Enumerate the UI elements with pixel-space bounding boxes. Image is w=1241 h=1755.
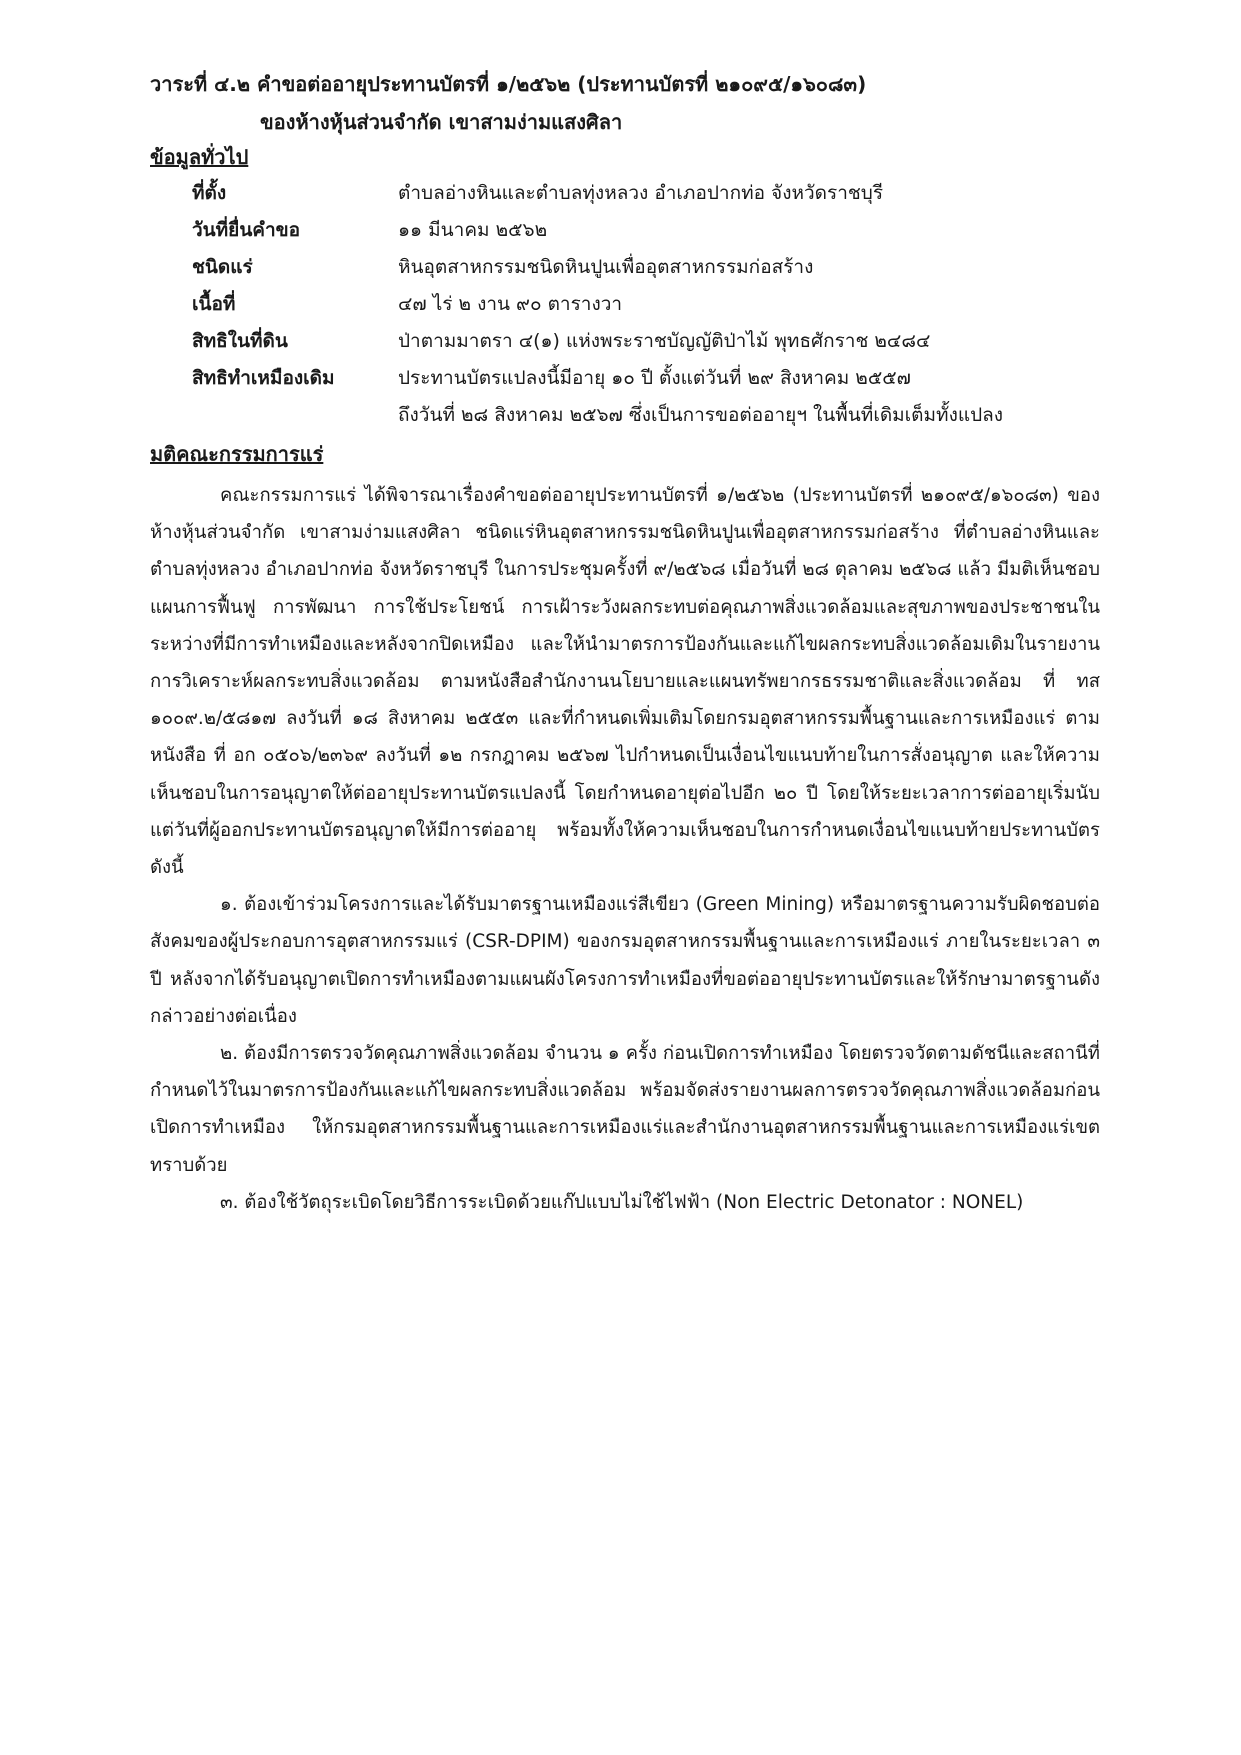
info-value: หินอุตสาหกรรมชนิดหินปูนเพื่ออุตสาหกรรมก่อสร้าง xyxy=(398,256,814,278)
general-info-table xyxy=(192,175,1092,434)
general-info-heading: ข้อมูลทั่วไป xyxy=(150,145,249,169)
info-row-mineral-type xyxy=(192,249,1092,286)
info-value-line2: ถึงวันที่ ๒๘ สิงหาคม ๒๕๖๗ ซึ่งเป็นการขอต่ออายุฯ ในพื้นที่เดิมเต็มทั้งแปลง xyxy=(398,404,1004,426)
info-label: วันที่ยื่นคำขอ xyxy=(192,219,301,241)
info-row-filing-date xyxy=(192,212,1092,249)
info-row-mining-rights xyxy=(192,360,1092,434)
info-row-area xyxy=(192,286,1092,323)
info-value: ป่าตามมาตรา ๔(๑) แห่งพระราชบัญญัติป่าไม้ พุทธศักราช ๒๔๘๔ xyxy=(398,330,931,352)
resolution-body xyxy=(150,477,1100,1221)
info-label: ชนิดแร่ xyxy=(192,256,253,278)
info-row-land-rights xyxy=(192,323,1092,360)
condition-item-2: ๒. ต้องมีการตรวจวัดคุณภาพสิ่งแวดล้อม จำนวน ๑ ครั้ง ก่อนเปิดการทำเหมือง โดยตรวจวัดตามดัชนีและสถานีที่กำหนดไว้ในมาตรการป้องกันและแก้ไขผลกระทบสิ่งแวดล้อม พร้อมจัดส่งรายงานผลการตรวจวัดคุณภาพสิ่งแวดล้อมก่อนเปิดการทำเหมือง ให้กรมอุตสาหกรรมพื้นฐานและการเหมืองแร่และสำนักงานอุตสาหกรรมพื้นฐานและการเหมืองแร่เขตทราบด้วย xyxy=(150,1043,1100,1176)
condition-item-1: ๑. ต้องเข้าร่วมโครงการและได้รับมาตรฐานเหมืองแร่สีเขียว (Green Mining) หรือมาตรฐานความรับผิดชอบต่อสังคมของผู้ประกอบการอุตสาหกรรมแร่ (CSR-DPIM) ของกรมอุตสาหกรรมพื้นฐานและการเหมืองแร่ ภายในระยะเวลา ๓ ปี หลังจากได้รับอนุญาตเปิดการทำเหมืองตามแผนผังโครงการทำเหมืองที่ขอต่ออายุประทานบัตรและให้รักษามาตรฐานดังกล่าวอย่างต่อเนื่อง xyxy=(150,894,1100,1027)
agenda-title xyxy=(150,65,1110,141)
info-value: ตำบลอ่างหินและตำบลทุ่งหลวง อำเภอปากท่อ จังหวัดราชบุรี xyxy=(398,182,884,204)
info-row-location xyxy=(192,175,1092,212)
resolution-heading: มติคณะกรรมการแร่ xyxy=(150,442,324,466)
info-label: ที่ตั้ง xyxy=(192,182,227,204)
resolution-paragraph: คณะกรรมการแร่ ได้พิจารณาเรื่องคำขอต่ออายุประทานบัตรที่ ๑/๒๕๖๒ (ประทานบัตรที่ ๒๑๐๙๕/๑๖๐๘๓) ของห้างหุ้นส่วนจำกัด เขาสามง่ามแสงศิลา ชนิดแร่หินอุตสาหกรรมชนิดหินปูนเพื่ออุตสาหกรรมก่อสร้าง ที่ตำบลอ่างหินและตำบลทุ่งหลวง อำเภอปากท่อ จังหวัดราชบุรี ในการประชุมครั้งที่ ๙/๒๕๖๘ เมื่อวันที่ ๒๘ ตุลาคม ๒๕๖๘ แล้ว มีมติเห็นชอบแผนการฟื้นฟู การพัฒนา การใช้ประโยชน์ การเฝ้าระวังผลกระทบต่อคุณภาพสิ่งแวดล้อมและสุขภาพของประชาชนในระหว่างที่มีการทำเหมืองและหลังจากปิดเหมือง และให้นำมาตรการป้องกันและแก้ไขผลกระทบสิ่งแวดล้อมเดิมในรายงานการวิเคราะห์ผลกระทบสิ่งแวดล้อม ตามหนังสือสำนักงานนโยบายและแผนทรัพยากรธรรมชาติและสิ่งแวดล้อม ที่ ทส ๑๐๐๙.๒/๕๘๑๗ ลงวันที่ ๑๘ สิงหาคม ๒๕๕๓ และที่กำหนดเพิ่มเติมโดยกรมอุตสาหกรรมพื้นฐานและการเหมืองแร่ ตามหนังสือ ที่ อก ๐๕๐๖/๒๓๖๙ ลงวันที่ ๑๒ กรกฎาคม ๒๕๖๗ ไปกำหนดเป็นเงื่อนไขแนบท้ายในการสั่งอนุญาต และให้ความเห็นชอบในการอนุญาตให้ต่ออายุประทานบัตรแปลงนี้ โดยกำหนดอายุต่อไปอีก ๒๐ ปี โดยให้ระยะเวลาการต่ออายุเริ่มนับแต่วันที่ผู้ออกประทานบัตรอนุญาตให้มีการต่ออายุ พร้อมทั้งให้ความเห็นชอบในการกำหนดเงื่อนไขแนบท้ายประทานบัตร ดังนี้ xyxy=(150,485,1100,879)
info-value-line1: ประทานบัตรแปลงนี้มีอายุ ๑๐ ปี ตั้งแต่วันที่ ๒๙ สิงหาคม ๒๕๕๗ xyxy=(398,367,911,389)
info-value: ๔๗ ไร่ ๒ งาน ๙๐ ตารางวา xyxy=(398,293,623,315)
info-value: ๑๑ มีนาคม ๒๕๖๒ xyxy=(398,219,548,241)
condition-item-3: ๓. ต้องใช้วัตถุระเบิดโดยวิธีการระเบิดด้วยแก๊ปแบบไม่ใช้ไฟฟ้า (Non Electric Detonator : NONEL) xyxy=(220,1191,1024,1213)
agenda-title-line1: วาระที่ ๔.๒ คำขอต่ออายุประทานบัตรที่ ๑/๒๕๖๒ (ประทานบัตรที่ ๒๑๐๙๕/๑๖๐๘๓) xyxy=(150,72,867,96)
info-label: สิทธิทำเหมืองเดิม xyxy=(192,367,335,389)
info-value xyxy=(398,360,1092,434)
info-label: สิทธิในที่ดิน xyxy=(192,330,288,352)
agenda-title-line2: ของห้างหุ้นส่วนจำกัด เขาสามง่ามแสงศิลา xyxy=(260,110,623,134)
info-label: เนื้อที่ xyxy=(192,293,236,315)
